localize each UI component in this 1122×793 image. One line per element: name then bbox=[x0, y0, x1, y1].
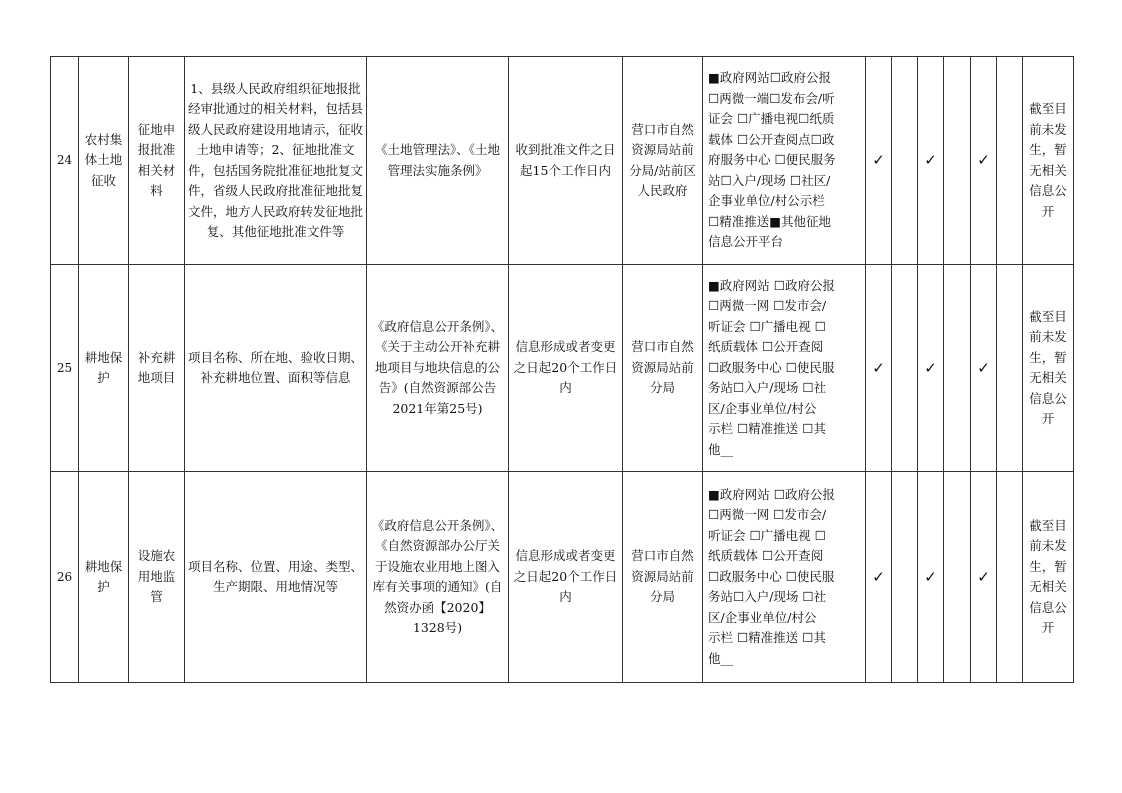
basis-cell: 《土地管理法》、《土地管理法实施条例》 bbox=[367, 57, 509, 265]
check-mark: ✓ bbox=[918, 472, 944, 683]
period-cell: 信息形成或者变更之日起20个工作日内 bbox=[509, 472, 623, 683]
check-mark: ✓ bbox=[971, 57, 997, 265]
table-row bbox=[51, 265, 1074, 472]
empty-cell bbox=[944, 57, 971, 265]
check-mark: ✓ bbox=[918, 57, 944, 265]
remark-cell: 截至目前未发生，暂无相关信息公开 bbox=[1023, 472, 1074, 683]
channel-line: 务站☐入户/现场 ☐社 bbox=[708, 589, 827, 605]
channel-line: 站☐入户/现场 ☐社区/ bbox=[708, 172, 831, 188]
check-mark: ✓ bbox=[971, 265, 997, 472]
channel-line: ☐精准推送■其他征地 bbox=[708, 213, 832, 229]
channel-line: 听证会 ☐广播电视 ☐ bbox=[708, 318, 826, 334]
channel-line: 载体 ☐公开查阅点☐政 bbox=[708, 131, 835, 147]
empty-cell bbox=[997, 472, 1023, 683]
channel-line: 听证会 ☐广播电视 ☐ bbox=[708, 527, 826, 543]
category-cell: 耕地保护 bbox=[79, 472, 129, 683]
subject-cell: 营口市自然资源局站前分局 bbox=[623, 472, 703, 683]
check-mark: ✓ bbox=[918, 265, 944, 472]
category-cell: 耕地保护 bbox=[79, 265, 129, 472]
check-mark: ✓ bbox=[866, 57, 892, 265]
subject-cell: 营口市自然资源局站前分局 bbox=[623, 265, 703, 472]
empty-cell bbox=[944, 265, 971, 472]
item-cell: 补充耕地项目 bbox=[129, 265, 185, 472]
channel-line: ■政府网站 ☐政府公报 bbox=[708, 277, 835, 293]
channel-line: 府服务中心 ☐便民服务 bbox=[708, 152, 836, 168]
empty-cell bbox=[892, 472, 918, 683]
disclosure-table bbox=[50, 56, 1074, 683]
channels-cell bbox=[703, 57, 866, 265]
channel-line: 区/企事业单位/村公 bbox=[708, 400, 817, 416]
check-mark: ✓ bbox=[971, 472, 997, 683]
check-mark: ✓ bbox=[866, 265, 892, 472]
empty-cell bbox=[997, 265, 1023, 472]
channel-line: 区/企事业单位/村公 bbox=[708, 609, 817, 625]
channel-line: 他__ bbox=[708, 650, 734, 666]
empty-cell bbox=[997, 57, 1023, 265]
channel-line: 纸质载体 ☐公开查阅 bbox=[708, 548, 824, 564]
remark-cell: 截至目前未发生，暂无相关信息公开 bbox=[1023, 57, 1074, 265]
row-number: 26 bbox=[51, 472, 79, 683]
channel-line: 示栏 ☐精准推送 ☐其 bbox=[708, 421, 826, 437]
item-cell: 征地申报批准相关材料 bbox=[129, 57, 185, 265]
row-number: 24 bbox=[51, 57, 79, 265]
channel-line: ☐政服务中心 ☐使民服 bbox=[708, 359, 835, 375]
item-cell: 设施农用地监管 bbox=[129, 472, 185, 683]
channel-line: ☐两微一端☐发布会/听 bbox=[708, 90, 835, 106]
content-cell: 项目名称、所在地、验收日期、补充耕地位置、面积等信息 bbox=[185, 265, 367, 472]
empty-cell bbox=[892, 265, 918, 472]
period-cell: 信息形成或者变更之日起20个工作日内 bbox=[509, 265, 623, 472]
category-cell: 农村集体土地征收 bbox=[79, 57, 129, 265]
table-row bbox=[51, 472, 1074, 683]
empty-cell bbox=[892, 57, 918, 265]
check-mark: ✓ bbox=[866, 472, 892, 683]
channel-line: 企事业单位/村公示栏 bbox=[708, 193, 825, 209]
channel-line: ☐两微一网 ☐发市会/ bbox=[708, 507, 827, 523]
subject-cell: 营口市自然资源局站前分局/站前区人民政府 bbox=[623, 57, 703, 265]
channel-line: ■政府网站 ☐政府公报 bbox=[708, 486, 835, 502]
channels-cell bbox=[703, 472, 866, 683]
content-cell: 项目名称、位置、用途、类型、生产期限、用地情况等 bbox=[185, 472, 367, 683]
channel-line: ☐政服务中心 ☐使民服 bbox=[708, 568, 835, 584]
empty-cell bbox=[944, 472, 971, 683]
channel-line: 信息公开平台 bbox=[708, 234, 784, 250]
table-row bbox=[51, 57, 1074, 265]
channel-line: ☐两微一网 ☐发市会/ bbox=[708, 298, 827, 314]
row-number: 25 bbox=[51, 265, 79, 472]
channel-line: 纸质载体 ☐公开查阅 bbox=[708, 339, 824, 355]
channel-line: 他__ bbox=[708, 441, 734, 457]
basis-cell: 《政府信息公开条例》、《自然资源部办公厅关于设施农业用地上图入库有关事项的通知》(自然资办函【2020】1328号) bbox=[367, 472, 509, 683]
basis-cell: 《政府信息公开条例》、《关于主动公开补充耕地项目与地块信息的公告》(自然资源部公告2021年第25号) bbox=[367, 265, 509, 472]
remark-cell: 截至目前未发生，暂无相关信息公开 bbox=[1023, 265, 1074, 472]
channel-line: ■政府网站☐政府公报 bbox=[708, 70, 832, 86]
channel-line: 示栏 ☐精准推送 ☐其 bbox=[708, 630, 826, 646]
channel-line: 务站☐入户/现场 ☐社 bbox=[708, 380, 827, 396]
content-cell: 1、县级人民政府组织征地报批经审批通过的相关材料，包括县级人民政府建设用地请示，征收土地申请等；2、征地批准文件，包括国务院批准征地批复文件，省级人民政府批准征地批复文件，地方人民政府转发征地批复、其他征地批准文件等 bbox=[185, 57, 367, 265]
period-cell: 收到批准文件之日起15个工作日内 bbox=[509, 57, 623, 265]
channel-line: 证会 ☐广播电视☐纸质 bbox=[708, 111, 835, 127]
channels-cell bbox=[703, 265, 866, 472]
